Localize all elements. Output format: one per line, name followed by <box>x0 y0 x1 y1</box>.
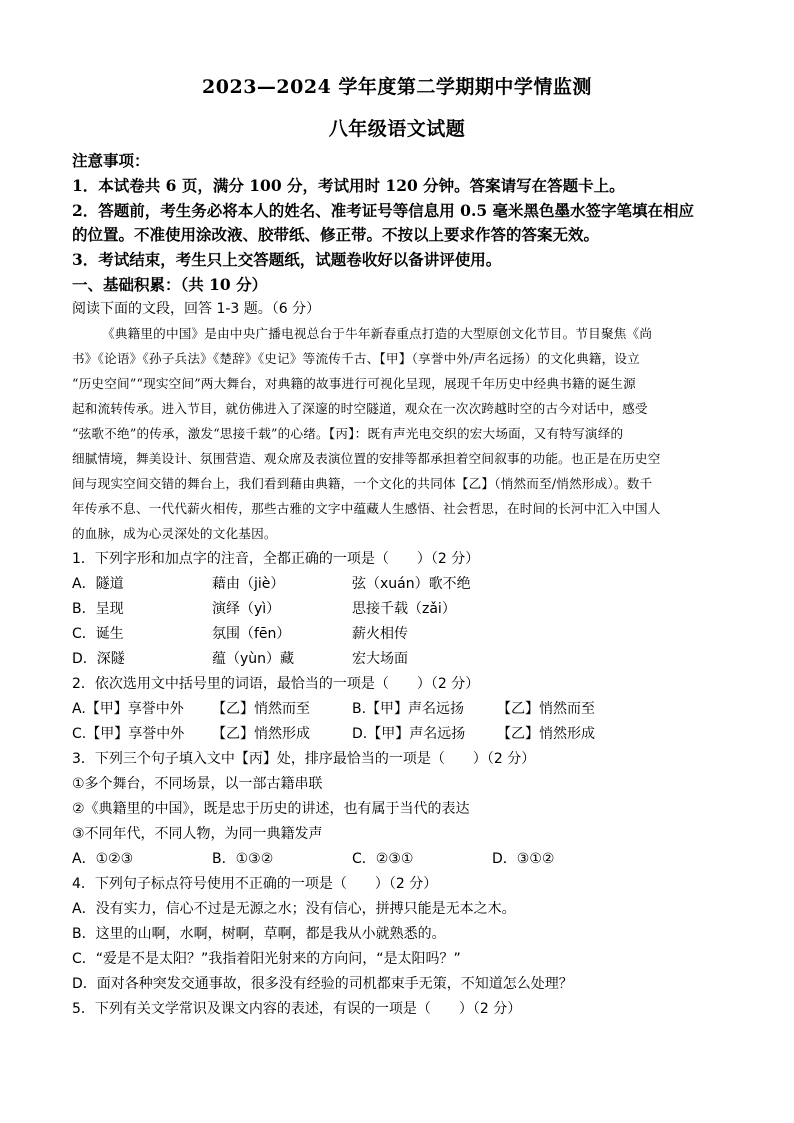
q1-option-word: 藉由（jiè） <box>212 576 285 592</box>
notice-item: 2．答题前，考生务必将本人的姓名、准考证号等信息用 0.5 毫米黑色墨水签字笔填在相应 <box>72 201 695 220</box>
passage-line: 细腻情境，舞美设计、氛围营造、观众席及表演位置的安排等都承担着空间叙事的功能。也正是在历史空 <box>72 451 661 466</box>
q2-option: A.【甲】享誉中外 <box>72 701 184 717</box>
q2-option: 【乙】悄然而至 <box>212 701 310 717</box>
q1-option-word: 氛围（fēn） <box>212 626 291 642</box>
q1-option-word: 演绎（yì） <box>212 601 281 617</box>
q2-option: B.【甲】声名远扬 <box>352 701 465 717</box>
notice-item: 的位置。不准使用涂改液、胶带纸、修正带。不按以上要求作答的答案无效。 <box>72 225 600 244</box>
notice-item: 1．本试卷共 6 页，满分 100 分，考试用时 120 分钟。答案请写在答题卡上。 <box>72 176 625 195</box>
q2-option: 【乙】悄然形成 <box>497 726 595 742</box>
q3-option: B．①③② <box>212 851 274 867</box>
passage-line: 年传承不息、一代代薪火相传，那些古雅的文字中蕴藏人生感悟、社会哲思，在时间的长河中汇入中国人 <box>72 501 661 516</box>
q1-option-word: A．隧道 <box>72 576 124 592</box>
notice-item: 3．考试结束，考生只上交答题纸，试题卷收好以备讲评使用。 <box>72 250 502 269</box>
section-instruction: 阅读下面的文段，回答 1-3 题。（6 分） <box>72 301 321 317</box>
passage-line: 的血脉，成为心灵深处的文化基因。 <box>72 526 277 541</box>
q3-sentence: ②《典籍里的中国》，既是忠于历史的讲述，也有属于当代的表达 <box>72 801 470 817</box>
q3-option: D．③①② <box>492 851 555 867</box>
exam-title: 2023—2024 学年度第二学期期中学情监测 <box>202 76 592 98</box>
q3-sentence: ①多个舞台，不同场景，以一部古籍串联 <box>72 776 323 792</box>
q2-option: 【乙】悄然而至 <box>497 701 595 717</box>
q2-option: C.【甲】享誉中外 <box>72 726 185 742</box>
question-stem: 1．下列字形和加点字的注音，全都正确的一项是（ ）（2 分） <box>72 551 480 567</box>
q3-option: A．①②③ <box>72 851 134 867</box>
q1-option-word: 宏大场面 <box>352 651 408 667</box>
passage-line: 起和流转传承。进入节目，就仿佛进入了深邃的时空隧道，观众在一次次跨越时空的古今对话中，感受 <box>72 401 648 416</box>
passage-line: “弦歌不绝”的传承，激发“思接千载”的心绪。【丙】：既有声光电交织的宏大场面，又有特写演绎的 <box>72 426 624 441</box>
q4-option: C．“爱是不是太阳？”我指着阳光射来的方向问，“是太阳吗？” <box>72 951 461 967</box>
exam-subtitle: 八年级语文试题 <box>328 118 466 140</box>
q1-option-word: D．深隧 <box>72 651 125 667</box>
q2-option: 【乙】悄然形成 <box>212 726 310 742</box>
passage-line: 间与现实空间交错的舞台上，我们看到藉由典籍，一个文化的共同体【乙】（悄然而至/悄然形成）。数千 <box>72 476 653 491</box>
q2-option: D.【甲】声名远扬 <box>352 726 466 742</box>
q3-sentence: ③不同年代，不同人物，为同一典籍发声 <box>72 826 323 842</box>
section-heading: 一、基础积累：（共 10 分） <box>72 275 268 294</box>
question-stem: 4．下列句子标点符号使用不正确的一项是（ ）（2 分） <box>72 876 438 892</box>
question-stem: 3．下列三个句子填入文中【丙】处，排序最恰当的一项是（ ）（2 分） <box>72 751 536 767</box>
q1-option-word: 思接千载（zǎi） <box>352 601 456 617</box>
q4-option: D．面对各种突发交通事故，很多没有经验的司机都束手无策，不知道怎么处理？ <box>72 976 573 992</box>
q4-option: A．没有实力，信心不过是无源之水；没有信心，拼搏只能是无本之木。 <box>72 901 516 917</box>
q4-option: B．这里的山啊，水啊，树啊，草啊，都是我从小就熟悉的。 <box>72 926 446 942</box>
q1-option-word: 蕴（yùn）藏 <box>212 651 295 667</box>
q1-option-word: 弦（xuán）歌不绝 <box>352 576 471 592</box>
question-stem: 2．依次选用文中括号里的词语，最恰当的一项是（ ）（2 分） <box>72 676 480 692</box>
q1-option-word: B．呈现 <box>72 601 124 617</box>
q3-option: C．②③① <box>352 851 414 867</box>
q1-option-word: C．诞生 <box>72 626 124 642</box>
passage-line: 《典籍里的中国》是由中央广播电视总台于牛年新春重点打造的大型原创文化节目。节目聚焦《尚 <box>102 326 653 341</box>
notice-heading: 注意事项： <box>72 151 150 170</box>
passage-line: 书》《论语》《孙子兵法》《楚辞》《史记》等流传千古、【甲】（享誉中外/声名远扬）的文化典籍，设立 <box>72 351 640 366</box>
passage-line: “历史空间”“现实空间”两大舞台，对典籍的故事进行可视化呈现，展现千年历史中经典书籍的诞生源 <box>72 376 636 391</box>
q1-option-word: 薪火相传 <box>352 626 408 642</box>
question-stem: 5．下列有关文学常识及课文内容的表述，有误的一项是（ ）（2 分） <box>72 1001 522 1017</box>
